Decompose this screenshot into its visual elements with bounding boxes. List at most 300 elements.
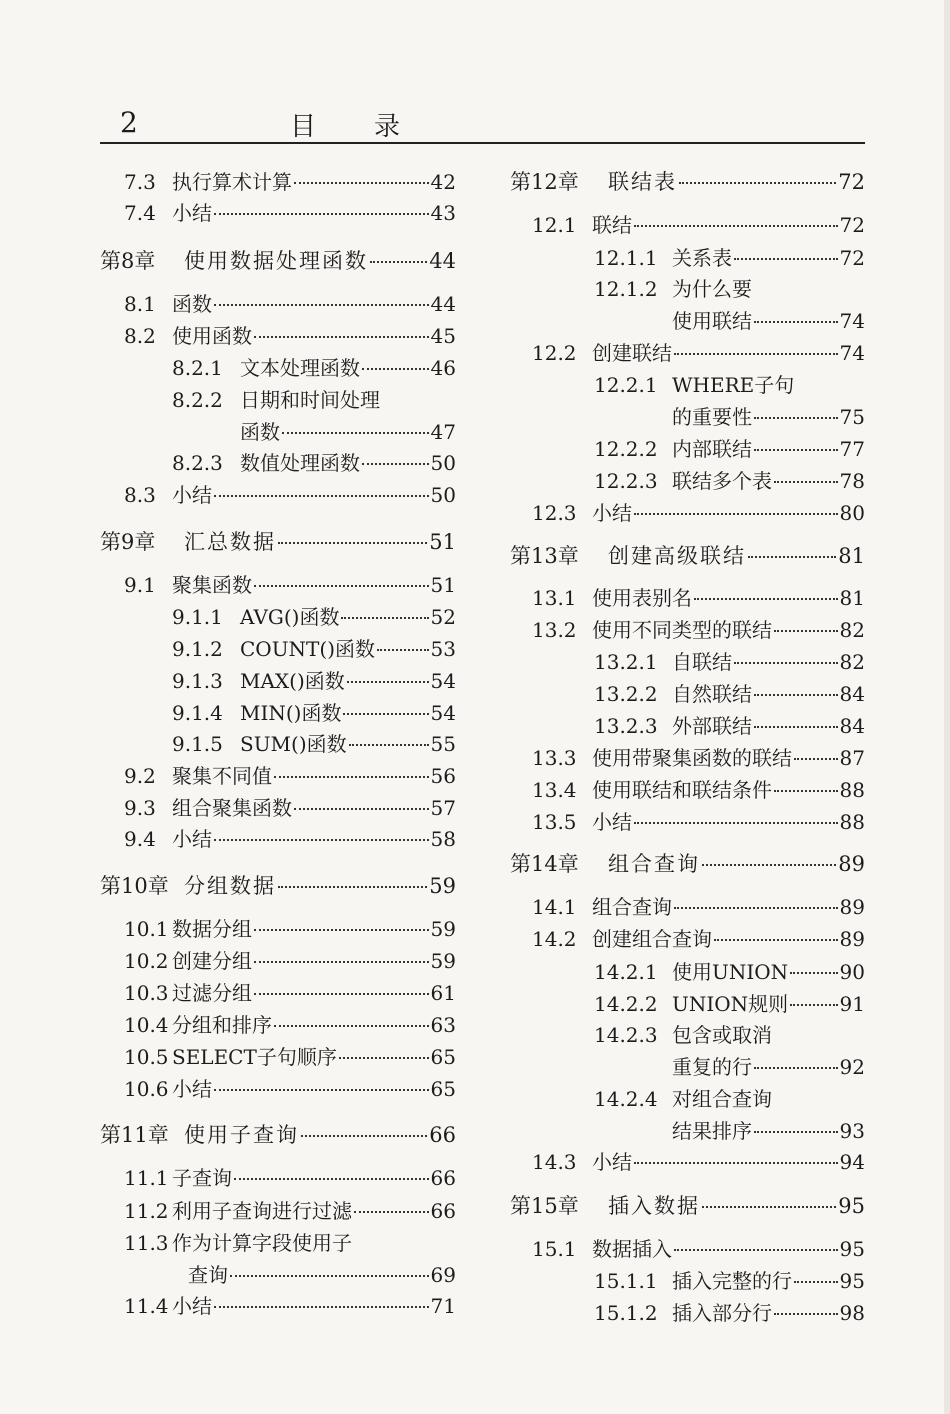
toc-leader-dots xyxy=(214,494,429,497)
toc-entry-page: 82 xyxy=(839,618,865,642)
toc-entry-number: 11.4 xyxy=(124,1294,169,1318)
toc-entry-title: 函数 xyxy=(172,292,212,316)
toc-entry xyxy=(510,540,865,570)
toc-entry xyxy=(100,1119,456,1149)
toc-leader-dots xyxy=(790,971,837,974)
toc-leader-dots xyxy=(254,584,429,587)
toc-entry-page: 51 xyxy=(429,530,456,554)
toc-entry xyxy=(240,416,456,445)
toc-entry-title: 小结 xyxy=(172,483,212,507)
toc-entry-title: 内部联结 xyxy=(672,437,752,461)
toc-leader-dots xyxy=(254,928,429,931)
toc-leader-dots xyxy=(214,1305,429,1308)
toc-leader-dots xyxy=(274,1024,429,1027)
toc-leader-dots xyxy=(349,743,429,746)
toc-entry xyxy=(124,569,456,598)
toc-entry-number: 12.1.2 xyxy=(594,277,658,301)
toc-entry-number: 7.4 xyxy=(124,201,156,225)
toc-entry xyxy=(124,977,456,1006)
toc-entry-number: 8.1 xyxy=(124,292,156,316)
toc-leader-dots xyxy=(294,181,429,184)
toc-entry-page: 89 xyxy=(839,895,865,919)
toc-leader-dots xyxy=(282,431,429,434)
toc-entry-page: 63 xyxy=(430,1013,456,1037)
toc-entry-number: 11.1 xyxy=(124,1166,169,1190)
toc-entry-page: 72 xyxy=(838,170,865,194)
toc-entry-title: 外部联结 xyxy=(672,714,752,738)
toc-entry-title: 作为计算字段使用子 xyxy=(172,1231,352,1255)
toc-entry-title: 联结 xyxy=(592,213,632,237)
toc-leader-dots xyxy=(674,352,838,355)
toc-entry-title: WHERE子句 xyxy=(672,373,795,397)
page-header xyxy=(100,104,865,144)
toc-leader-dots xyxy=(748,555,836,558)
toc-entry xyxy=(124,1073,456,1102)
toc-leader-dots xyxy=(294,807,429,810)
toc-leader-dots xyxy=(634,224,838,227)
toc-leader-dots xyxy=(362,367,429,370)
toc-entry-title: 数值处理函数 xyxy=(240,451,360,475)
toc-entry-title: 过滤分组 xyxy=(172,981,252,1005)
toc-entry-number: 9.1.2 xyxy=(172,637,223,661)
toc-entry xyxy=(510,848,865,878)
toc-entry xyxy=(124,1162,456,1191)
toc-entry xyxy=(124,823,456,852)
toc-leader-dots xyxy=(230,1274,429,1277)
toc-entry-page: 44 xyxy=(430,292,456,316)
toc-entry-title: 为什么要 xyxy=(672,277,752,301)
toc-entry xyxy=(532,806,865,835)
toc-entry-number: 12.3 xyxy=(532,501,577,525)
toc-entry xyxy=(594,988,865,1017)
toc-entry-number: 14.2.3 xyxy=(594,1023,658,1047)
toc-entry-number: 12.2.3 xyxy=(594,469,658,493)
toc-leader-dots xyxy=(634,512,838,515)
toc-entry-title: 重复的行 xyxy=(672,1055,752,1079)
toc-entry-title: AVG()函数 xyxy=(240,605,340,629)
toc-leader-dots xyxy=(714,938,838,941)
toc-entry-page: 92 xyxy=(839,1055,865,1079)
toc-leader-dots xyxy=(790,1003,837,1006)
toc-entry-number: 13.2 xyxy=(532,618,577,642)
toc-entry xyxy=(172,665,456,694)
toc-entry-page: 94 xyxy=(839,1150,865,1174)
toc-entry-number: 8.2 xyxy=(124,324,156,348)
toc-leader-dots xyxy=(214,1088,429,1091)
toc-entry xyxy=(124,945,456,974)
toc-leader-dots xyxy=(702,863,836,866)
toc-entry-number: 第8章 xyxy=(100,249,156,273)
toc-entry-number: 14.3 xyxy=(532,1150,577,1174)
toc-entry-page: 54 xyxy=(430,701,456,725)
toc-entry-title: 关系表 xyxy=(672,246,732,270)
toc-leader-dots xyxy=(301,1134,427,1137)
toc-entry-title: 函数 xyxy=(240,420,280,444)
toc-entry xyxy=(532,1233,865,1262)
toc-entry xyxy=(172,601,456,630)
toc-leader-dots xyxy=(674,1248,838,1251)
toc-entry-page: 59 xyxy=(430,917,456,941)
toc-entry-title: 使用数据处理函数 xyxy=(184,249,368,273)
toc-entry-page: 53 xyxy=(430,637,456,661)
toc-entry-page: 74 xyxy=(839,341,865,365)
page-title: 目录 xyxy=(290,112,459,142)
toc-entry-page: 43 xyxy=(430,201,456,225)
toc-entry-title: MAX()函数 xyxy=(240,669,345,693)
toc-entry-title: SELECT子句顺序 xyxy=(172,1045,337,1069)
toc-entry-number: 11.2 xyxy=(124,1199,169,1223)
toc-entry-title: 使用联结和联结条件 xyxy=(592,778,772,802)
toc-entry-number: 12.1 xyxy=(532,213,577,237)
toc-entry-number: 9.1.1 xyxy=(172,605,223,629)
toc-entry-page: 93 xyxy=(839,1119,865,1143)
toc-leader-dots xyxy=(754,693,838,696)
toc-entry xyxy=(532,337,865,366)
toc-entry xyxy=(124,288,456,317)
toc-entry-number: 9.1.3 xyxy=(172,669,223,693)
toc-entry-page: 89 xyxy=(838,852,865,876)
toc-entry-number: 9.3 xyxy=(124,796,156,820)
toc-entry-title: UNION规则 xyxy=(672,992,789,1016)
toc-entry-number: 第11章 xyxy=(100,1123,169,1147)
toc-leader-dots xyxy=(694,597,838,600)
toc-entry xyxy=(172,728,456,757)
toc-entry-page: 69 xyxy=(430,1263,456,1287)
toc-leader-dots xyxy=(634,1161,838,1164)
toc-entry-page: 87 xyxy=(839,746,865,770)
toc-entry-number: 12.2.2 xyxy=(594,437,658,461)
toc-entry-title: 使用函数 xyxy=(172,324,252,348)
toc-entry-title: 使用联结 xyxy=(672,309,752,333)
toc-entry-title: 插入完整的行 xyxy=(672,1269,792,1293)
page-number: 2 xyxy=(120,106,138,139)
toc-entry-title: 执行算术计算 xyxy=(172,170,292,194)
toc-entry xyxy=(594,273,752,302)
toc-entry-page: 58 xyxy=(430,827,456,851)
toc-entry-title: 聚集不同值 xyxy=(172,764,272,788)
toc-entry-title: 小结 xyxy=(592,1150,632,1174)
toc-leader-dots xyxy=(354,1210,429,1213)
toc-entry xyxy=(594,242,865,271)
toc-entry-title: 创建高级联结 xyxy=(608,544,746,568)
toc-entry xyxy=(594,369,794,398)
toc-entry-page: 91 xyxy=(839,992,865,1016)
toc-entry-title: 分组和排序 xyxy=(172,1013,272,1037)
toc-entry-page: 78 xyxy=(839,469,865,493)
toc-entry-number: 10.2 xyxy=(124,949,169,973)
toc-entry xyxy=(532,774,865,803)
toc-entry-number: 13.2.1 xyxy=(594,650,658,674)
toc-entry-page: 82 xyxy=(839,650,865,674)
toc-entry-number: 8.3 xyxy=(124,483,156,507)
toc-leader-dots xyxy=(362,462,429,465)
toc-entry-title: 小结 xyxy=(172,1294,212,1318)
toc-leader-dots xyxy=(754,448,838,451)
toc-entry-number: 13.2.3 xyxy=(594,714,658,738)
toc-entry xyxy=(532,614,865,643)
toc-entry-title: 查询 xyxy=(188,1263,228,1287)
toc-entry-number: 8.2.3 xyxy=(172,451,223,475)
toc-leader-dots xyxy=(274,775,429,778)
toc-entry-number: 12.2 xyxy=(532,341,577,365)
toc-entry-page: 75 xyxy=(839,405,865,429)
toc-entry xyxy=(532,582,865,611)
toc-entry xyxy=(594,710,865,739)
toc-entry xyxy=(594,678,865,707)
toc-entry-title: 使用不同类型的联结 xyxy=(592,618,772,642)
toc-leader-dots xyxy=(254,960,429,963)
toc-entry-page: 95 xyxy=(838,1194,865,1218)
toc-entry-page: 61 xyxy=(430,981,456,1005)
toc-entry-number: 8.2.2 xyxy=(172,388,223,412)
toc-entry-title: 包含或取消 xyxy=(672,1023,772,1047)
toc-entry-page: 59 xyxy=(429,874,456,898)
toc-leader-dots xyxy=(734,661,838,664)
toc-entry-page: 46 xyxy=(430,356,456,380)
toc-leader-dots xyxy=(679,181,836,184)
toc-entry xyxy=(594,646,865,675)
toc-entry-number: 14.2 xyxy=(532,927,577,951)
toc-entry xyxy=(510,166,865,196)
toc-leader-dots xyxy=(341,616,428,619)
toc-entry xyxy=(172,447,456,476)
toc-leader-dots xyxy=(347,680,429,683)
toc-entry-page: 95 xyxy=(839,1237,865,1261)
toc-entry xyxy=(124,1195,456,1224)
toc-leader-dots xyxy=(214,838,429,841)
toc-entry-number: 10.4 xyxy=(124,1013,169,1037)
toc-entry-title: 插入数据 xyxy=(608,1194,700,1218)
toc-leader-dots xyxy=(702,1205,836,1208)
toc-entry xyxy=(172,384,380,413)
toc-entry-page: 81 xyxy=(838,544,865,568)
toc-entry-title: 小结 xyxy=(172,201,212,225)
toc-entry-title: 数据分组 xyxy=(172,917,252,941)
toc-leader-dots xyxy=(774,629,838,632)
toc-entry-page: 72 xyxy=(839,213,865,237)
toc-leader-dots xyxy=(343,712,428,715)
toc-entry-page: 65 xyxy=(430,1077,456,1101)
toc-entry-title: 组合聚集函数 xyxy=(172,796,292,820)
toc-entry xyxy=(100,870,456,900)
toc-entry-number: 15.1.2 xyxy=(594,1301,658,1325)
toc-leader-dots xyxy=(634,821,838,824)
toc-entry-title: 插入部分行 xyxy=(672,1301,772,1325)
toc-entry-page: 55 xyxy=(430,732,456,756)
toc-entry-number: 15.1.1 xyxy=(594,1269,658,1293)
toc-entry-number: 14.2.1 xyxy=(594,960,658,984)
toc-entry-number: 12.2.1 xyxy=(594,373,658,397)
toc-entry-page: 88 xyxy=(839,778,865,802)
toc-leader-dots xyxy=(339,1056,429,1059)
toc-entry xyxy=(124,1041,456,1070)
toc-entry-title: 自联结 xyxy=(672,650,732,674)
toc-entry xyxy=(124,320,456,349)
toc-entry-page: 54 xyxy=(430,669,456,693)
toc-entry-title: 联结表 xyxy=(608,170,677,194)
toc-entry xyxy=(124,1009,456,1038)
toc-entry xyxy=(100,526,456,556)
toc-entry-number: 10.1 xyxy=(124,917,169,941)
toc-entry-number: 10.6 xyxy=(124,1077,169,1101)
toc-entry-title: 组合查询 xyxy=(592,895,672,919)
toc-entry-page: 98 xyxy=(839,1301,865,1325)
toc-entry-title: MIN()函数 xyxy=(240,701,342,725)
toc-entry-number: 9.2 xyxy=(124,764,156,788)
toc-entry-number: 10.5 xyxy=(124,1045,169,1069)
toc-entry xyxy=(124,479,456,508)
toc-leader-dots xyxy=(214,303,429,306)
toc-entry-number: 9.4 xyxy=(124,827,156,851)
toc-entry-number: 第12章 xyxy=(510,170,579,194)
toc-entry-title: 小结 xyxy=(172,827,212,851)
toc-leader-dots xyxy=(278,885,427,888)
toc-entry-title: 组合查询 xyxy=(608,852,700,876)
toc-leader-dots xyxy=(234,1177,429,1180)
toc-entry-title: 对组合查询 xyxy=(672,1087,772,1111)
toc-entry xyxy=(124,760,456,789)
toc-leader-dots xyxy=(377,648,429,651)
toc-entry-number: 7.3 xyxy=(124,170,156,194)
toc-entry-title: 子查询 xyxy=(172,1166,232,1190)
toc-entry-page: 80 xyxy=(839,501,865,525)
toc-entry xyxy=(532,891,865,920)
toc-entry-page: 77 xyxy=(839,437,865,461)
toc-entry xyxy=(532,742,865,771)
toc-entry-page: 66 xyxy=(430,1166,456,1190)
toc-leader-dots xyxy=(674,906,838,909)
toc-entry-page: 51 xyxy=(430,573,456,597)
toc-entry-page: 59 xyxy=(430,949,456,973)
toc-leader-dots xyxy=(254,335,429,338)
toc-leader-dots xyxy=(754,1066,838,1069)
toc-entry-number: 13.3 xyxy=(532,746,577,770)
toc-entry-number: 第15章 xyxy=(510,1194,579,1218)
toc-entry-title: 数据插入 xyxy=(592,1237,672,1261)
toc-leader-dots xyxy=(774,1312,838,1315)
toc-entry-title: 创建联结 xyxy=(592,341,672,365)
toc-entry-title: 小结 xyxy=(592,501,632,525)
toc-leader-dots xyxy=(754,416,838,419)
toc-entry xyxy=(532,1146,865,1175)
toc-entry xyxy=(172,697,456,726)
toc-entry xyxy=(532,923,865,952)
toc-entry-title: 汇总数据 xyxy=(184,530,276,554)
toc-entry xyxy=(594,1297,865,1326)
toc-entry-number: 13.5 xyxy=(532,810,577,834)
toc-entry xyxy=(124,792,456,821)
toc-leader-dots xyxy=(254,992,429,995)
toc-entry-page: 89 xyxy=(839,927,865,951)
toc-entry-title: 小结 xyxy=(172,1077,212,1101)
toc-entry xyxy=(594,1083,772,1112)
toc-entry-number: 第14章 xyxy=(510,852,579,876)
toc-leader-dots xyxy=(214,212,429,215)
toc-leader-dots xyxy=(370,260,427,263)
toc-entry-number: 9.1.4 xyxy=(172,701,223,725)
toc-leader-dots xyxy=(754,320,838,323)
toc-entry-page: 50 xyxy=(430,451,456,475)
toc-entry-number: 13.2.2 xyxy=(594,682,658,706)
toc-entry-page: 74 xyxy=(839,309,865,333)
toc-entry xyxy=(672,1051,865,1080)
toc-leader-dots xyxy=(774,480,838,483)
toc-entry-title: 使用表别名 xyxy=(592,586,692,610)
toc-entry-number: 15.1 xyxy=(532,1237,577,1261)
toc-entry xyxy=(594,433,865,462)
toc-entry-title: 小结 xyxy=(592,810,632,834)
toc-entry xyxy=(172,633,456,662)
toc-entry-page: 66 xyxy=(430,1199,456,1223)
toc-entry-page: 88 xyxy=(839,810,865,834)
toc-entry-page: 95 xyxy=(839,1269,865,1293)
toc-entry xyxy=(124,1227,352,1256)
toc-leader-dots xyxy=(278,541,427,544)
toc-entry-number: 14.2.4 xyxy=(594,1087,658,1111)
toc-entry-title: 日期和时间处理 xyxy=(240,388,380,412)
toc-entry-page: 56 xyxy=(430,764,456,788)
toc-entry-number: 12.1.1 xyxy=(594,246,658,270)
toc-entry-title: 聚集函数 xyxy=(172,573,252,597)
toc-entry-title: 使用UNION xyxy=(672,960,789,984)
toc-entry-title: 创建分组 xyxy=(172,949,252,973)
toc-entry-page: 71 xyxy=(430,1294,456,1318)
toc-entry-title: 创建组合查询 xyxy=(592,927,712,951)
toc-entry xyxy=(188,1259,456,1288)
toc-entry-number: 8.2.1 xyxy=(172,356,223,380)
toc-entry xyxy=(100,245,456,275)
toc-leader-dots xyxy=(754,1130,838,1133)
toc-entry xyxy=(672,1115,865,1144)
toc-leader-dots xyxy=(774,789,838,792)
toc-entry xyxy=(124,197,456,226)
toc-entry-title: 使用带聚集函数的联结 xyxy=(592,746,792,770)
toc-entry-number: 13.4 xyxy=(532,778,577,802)
toc-entry xyxy=(124,166,456,195)
toc-entry-page: 44 xyxy=(429,249,456,273)
toc-entry-title: 自然联结 xyxy=(672,682,752,706)
toc-entry xyxy=(594,956,865,985)
toc-entry-page: 57 xyxy=(430,796,456,820)
toc-entry-title: 分组数据 xyxy=(184,874,276,898)
toc-entry-title: 使用子查询 xyxy=(184,1123,299,1147)
toc-entry xyxy=(124,913,456,942)
toc-entry xyxy=(172,352,456,381)
toc-entry-page: 50 xyxy=(430,483,456,507)
toc-leader-dots xyxy=(734,257,838,260)
toc-entry-page: 65 xyxy=(430,1045,456,1069)
toc-entry xyxy=(594,1265,865,1294)
toc-entry xyxy=(532,209,865,238)
toc-entry-number: 9.1.5 xyxy=(172,732,223,756)
toc-entry xyxy=(594,465,865,494)
toc-entry-title: 的重要性 xyxy=(672,405,752,429)
toc-entry-number: 13.1 xyxy=(532,586,577,610)
toc-entry-number: 14.2.2 xyxy=(594,992,658,1016)
toc-entry-title: SUM()函数 xyxy=(240,732,347,756)
toc-entry-page: 52 xyxy=(430,605,456,629)
toc-entry xyxy=(594,1019,772,1048)
toc-entry-page: 45 xyxy=(430,324,456,348)
toc-entry xyxy=(510,1190,865,1220)
toc-entry-page: 84 xyxy=(839,714,865,738)
header-rule xyxy=(100,142,865,144)
toc-entry xyxy=(672,401,865,430)
toc-entry-page: 90 xyxy=(839,960,865,984)
toc-entry-title: COUNT()函数 xyxy=(240,637,375,661)
toc-entry-page: 72 xyxy=(839,246,865,270)
toc-entry-number: 10.3 xyxy=(124,981,169,1005)
